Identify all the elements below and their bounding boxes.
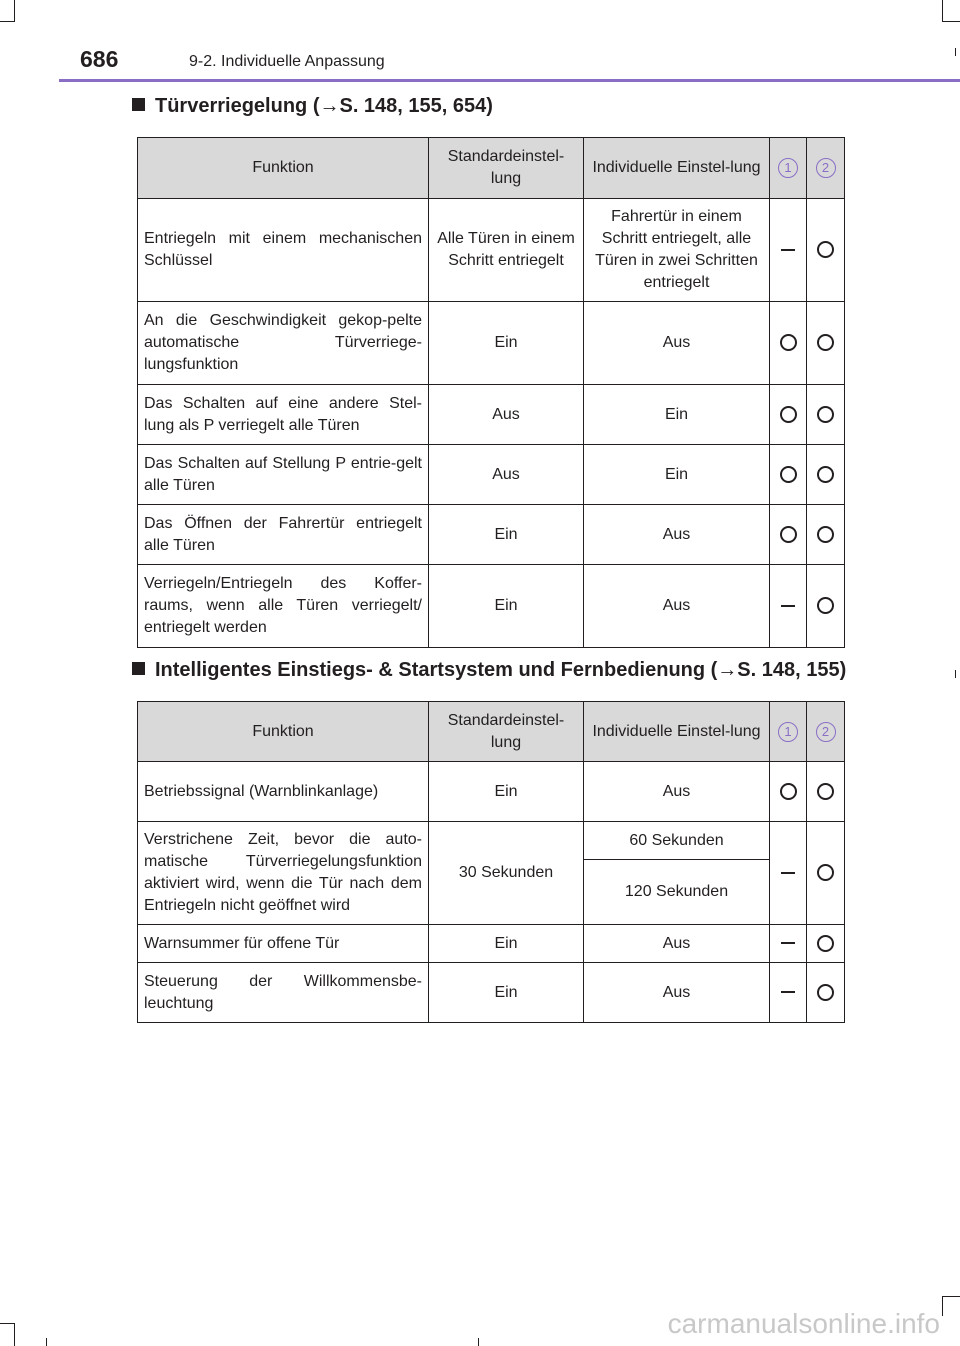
square-bullet-icon (132, 662, 145, 675)
custom-cell: Ein (584, 445, 770, 505)
table-row (138, 505, 845, 565)
section-title-text: Intelligentes Einstiegs- & Startsystem und Fernbedienung (→S. 148, 155) (155, 659, 847, 681)
method-1-cell (770, 762, 807, 822)
crop-mark (942, 1296, 943, 1316)
column-header (770, 138, 807, 199)
column-header: Funktion (138, 702, 429, 762)
crop-mark (0, 21, 15, 22)
number-1-icon: 1 (778, 722, 798, 742)
circle-icon (817, 783, 834, 800)
method-1-cell (770, 963, 807, 1023)
table-row (138, 822, 845, 860)
circle-icon (817, 984, 834, 1001)
table-row (138, 963, 845, 1023)
custom-cell: Aus (584, 565, 770, 648)
table-row (138, 762, 845, 822)
crop-mark (942, 21, 960, 22)
default-cell: Ein (429, 963, 584, 1023)
function-cell: Das Schalten auf eine andere Stel-lung als P verriegelt alle Türen (138, 385, 429, 445)
circle-icon (780, 406, 797, 423)
column-header: Standardeinstel-lung (429, 702, 584, 762)
default-cell: Ein (429, 565, 584, 648)
method-1-cell (770, 385, 807, 445)
method-2-cell (807, 925, 845, 963)
column-header: Funktion (138, 138, 429, 199)
page-header (80, 42, 960, 82)
section-title-text: Türverriegelung (→S. 148, 155, 654) (155, 95, 493, 117)
function-cell: Betriebssignal (Warnblinkanlage) (138, 762, 429, 822)
function-cell: An die Geschwindigkeit gekop-pelte automatische Türverriege-lungsfunktion (138, 302, 429, 385)
default-cell: Ein (429, 505, 584, 565)
crop-mark (942, 1296, 960, 1297)
column-header: Individuelle Einstel-lung (584, 702, 770, 762)
dash-icon (781, 249, 795, 251)
section-title (132, 95, 493, 118)
crop-mark (0, 1323, 15, 1324)
circle-icon (817, 466, 834, 483)
function-cell: Verriegeln/Entriegeln des Koffer-raums, wenn alle Türen verriegelt/ entriegelt werden (138, 565, 429, 648)
method-2-cell (807, 199, 845, 302)
table-row (138, 445, 845, 505)
method-1-cell (770, 565, 807, 648)
function-cell: Steuerung der Willkommensbe-leuchtung (138, 963, 429, 1023)
method-2-cell (807, 963, 845, 1023)
crop-mark (955, 670, 956, 678)
table-row (138, 385, 845, 445)
default-cell: 30 Sekunden (429, 822, 584, 925)
default-cell: Alle Türen in einem Schritt entriegelt (429, 199, 584, 302)
function-cell: Verstrichene Zeit, bevor die auto-matische Türverriegelungsfunktion aktiviert wird, wenn die Tür nach dem Entriegeln nicht geöffnet wird (138, 822, 429, 925)
custom-cell: Aus (584, 505, 770, 565)
circle-icon (817, 334, 834, 351)
method-2-cell (807, 302, 845, 385)
circle-icon (780, 466, 797, 483)
method-2-cell (807, 822, 845, 925)
method-2-cell (807, 445, 845, 505)
circle-icon (817, 935, 834, 952)
page-number: 686 (80, 46, 119, 72)
table-row (138, 302, 845, 385)
default-cell: Ein (429, 302, 584, 385)
custom-cell: Aus (584, 302, 770, 385)
circle-icon (817, 597, 834, 614)
chapter-title: 9-2. Individuelle Anpassung (189, 53, 385, 70)
method-2-cell (807, 505, 845, 565)
column-header: Standardeinstel-lung (429, 138, 584, 199)
square-bullet-icon (132, 98, 145, 111)
custom-cell: Fahrertür in einem Schritt entriegelt, alle Türen in zwei Schritten entriegelt (584, 199, 770, 302)
watermark: carmanualsonline.info (667, 1308, 940, 1339)
function-cell: Entriegeln mit einem mechanischen Schlüssel (138, 199, 429, 302)
dash-icon (781, 605, 795, 607)
settings-table (137, 137, 845, 648)
dash-icon (781, 942, 795, 944)
number-2-icon: 2 (816, 158, 836, 178)
table-header-row (138, 138, 845, 199)
custom-cell: Ein (584, 385, 770, 445)
crop-mark (942, 0, 943, 22)
column-header (807, 138, 845, 199)
section-title (132, 659, 846, 682)
crop-mark (46, 1338, 47, 1346)
table-row (138, 199, 845, 302)
table-row (138, 925, 845, 963)
method-1-cell (770, 505, 807, 565)
method-1-cell (770, 925, 807, 963)
custom-cell: Aus (584, 963, 770, 1023)
settings-table (137, 701, 845, 1023)
default-cell: Aus (429, 385, 584, 445)
circle-icon (780, 526, 797, 543)
crop-mark (14, 1323, 15, 1346)
function-cell: Warnsummer für offene Tür (138, 925, 429, 963)
method-2-cell (807, 762, 845, 822)
method-2-cell (807, 565, 845, 648)
default-cell: Ein (429, 925, 584, 963)
dash-icon (781, 991, 795, 993)
method-1-cell (770, 822, 807, 925)
number-1-icon: 1 (778, 158, 798, 178)
table-row (138, 565, 845, 648)
column-header: Individuelle Einstel-lung (584, 138, 770, 199)
default-cell: Aus (429, 445, 584, 505)
circle-icon (780, 334, 797, 351)
dash-icon (781, 872, 795, 874)
table-header-row (138, 702, 845, 762)
crop-mark (14, 0, 15, 22)
default-cell: Ein (429, 762, 584, 822)
function-cell: Das Schalten auf Stellung P entrie-gelt alle Türen (138, 445, 429, 505)
method-2-cell (807, 385, 845, 445)
circle-icon (817, 406, 834, 423)
custom-cell: Aus (584, 925, 770, 963)
function-cell: Das Öffnen der Fahrertür entriegelt alle Türen (138, 505, 429, 565)
column-header (770, 702, 807, 762)
method-1-cell (770, 199, 807, 302)
circle-icon (817, 864, 834, 881)
method-1-cell (770, 302, 807, 385)
circle-icon (817, 526, 834, 543)
method-1-cell (770, 445, 807, 505)
column-header (807, 702, 845, 762)
number-2-icon: 2 (816, 722, 836, 742)
circle-icon (780, 783, 797, 800)
custom-cell: 60 Sekunden (584, 822, 770, 860)
custom-cell: 120 Sekunden (584, 860, 770, 925)
crop-mark (478, 1338, 479, 1346)
custom-cell: Aus (584, 762, 770, 822)
circle-icon (817, 241, 834, 258)
header-rule (59, 79, 960, 82)
